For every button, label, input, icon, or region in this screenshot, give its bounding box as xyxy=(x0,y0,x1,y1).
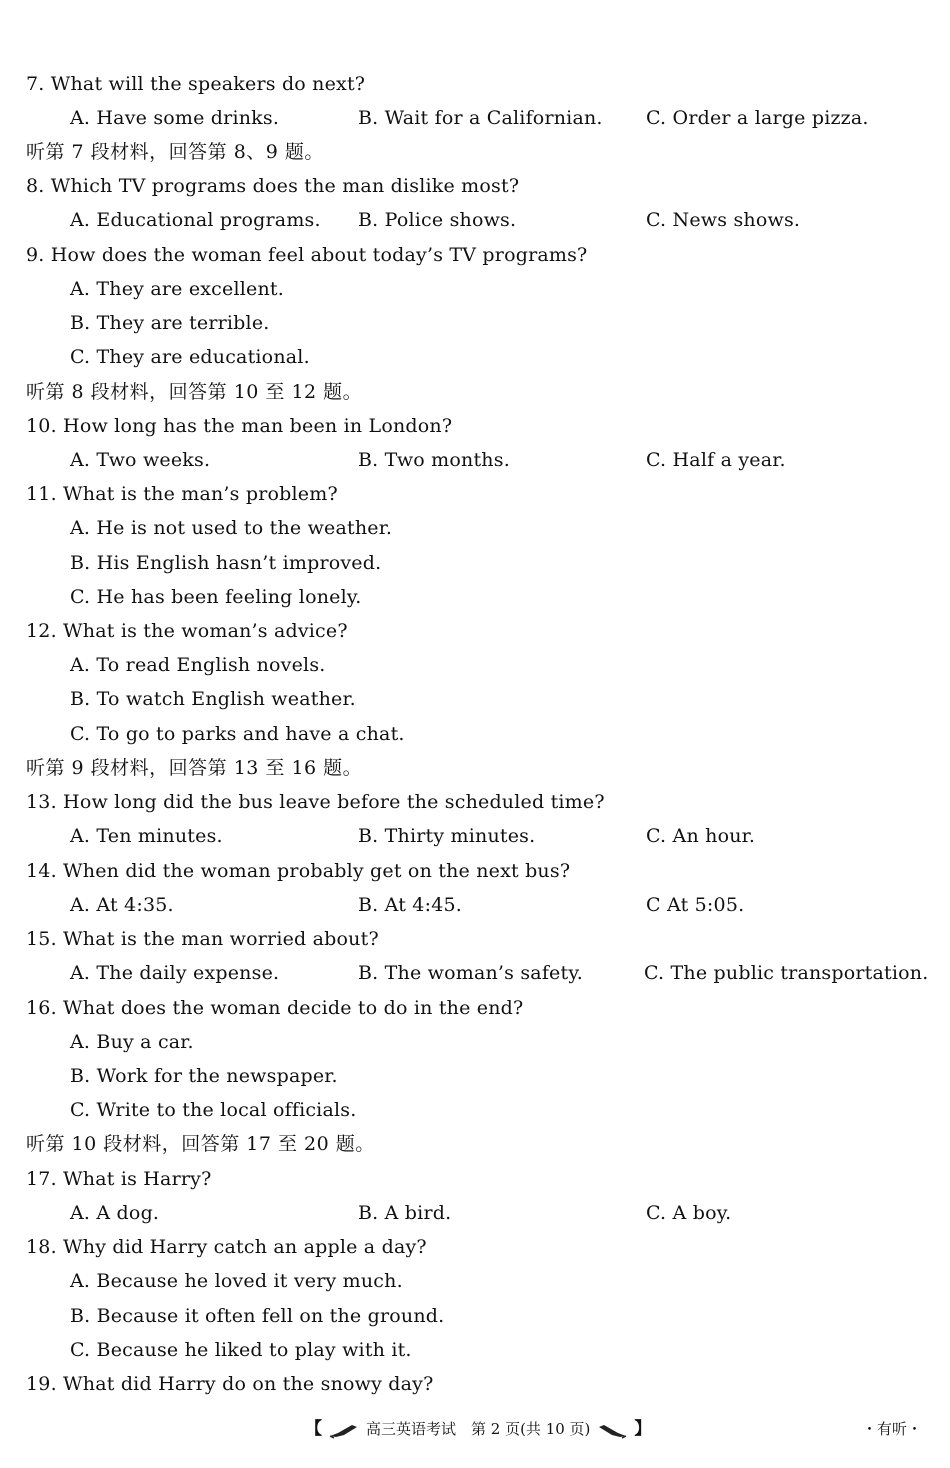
option: A. Because he loved it very much. xyxy=(70,1270,403,1292)
question: 8. Which TV programs does the man dislike most? xyxy=(26,175,520,197)
question: 18. Why did Harry catch an apple a day? xyxy=(26,1236,427,1258)
section-heading: 听第 10 段材料，回答第 17 至 20 题。 xyxy=(26,1133,375,1155)
option: B. His English hasn’t improved. xyxy=(70,552,382,574)
option-c: C. Order a large pizza. xyxy=(646,107,869,129)
option: B. Because it often fell on the ground. xyxy=(70,1305,445,1327)
option-c: C At 5:05. xyxy=(646,894,745,916)
option-b: B. Wait for a Californian. xyxy=(358,107,603,129)
option-a: A. At 4:35. xyxy=(70,894,174,916)
option-b: B. Two months. xyxy=(358,449,510,471)
footer-page-label: 高三英语考试 第 2 页(共 10 页) xyxy=(366,1420,591,1438)
pen-icon xyxy=(596,1420,628,1438)
option-a: A. The daily expense. xyxy=(70,962,280,984)
option-a: A. Two weeks. xyxy=(70,449,211,471)
question: 7. What will the speakers do next? xyxy=(26,73,366,95)
option-b: B. Police shows. xyxy=(358,209,517,231)
option-c: C. A boy. xyxy=(646,1202,732,1224)
section-heading: 听第 8 段材料，回答第 10 至 12 题。 xyxy=(26,381,363,403)
footer-right-bracket: 】 xyxy=(634,1419,652,1439)
question: 17. What is Harry? xyxy=(26,1168,212,1190)
option-b: B. The woman’s safety. xyxy=(358,962,583,984)
question: 10. How long has the man been in London? xyxy=(26,415,453,437)
question: 13. How long did the bus leave before the scheduled time? xyxy=(26,791,605,813)
option-a: A. A dog. xyxy=(70,1202,160,1224)
page-footer xyxy=(0,1414,950,1444)
question: 15. What is the man worried about? xyxy=(26,928,379,950)
option: C. He has been feeling lonely. xyxy=(70,586,362,608)
footer-brand: ・有听・ xyxy=(861,1420,922,1438)
option-c: C. The public transportation. xyxy=(644,962,929,984)
option-c: C. News shows. xyxy=(646,209,801,231)
question: 14. When did the woman probably get on the next bus? xyxy=(26,860,571,882)
section-heading: 听第 7 段材料，回答第 8、9 题。 xyxy=(26,141,324,163)
option: C. Write to the local officials. xyxy=(70,1099,357,1121)
option: C. To go to parks and have a chat. xyxy=(70,723,405,745)
option-a: A. Ten minutes. xyxy=(70,825,223,847)
question: 19. What did Harry do on the snowy day? xyxy=(26,1373,434,1395)
option: A. They are excellent. xyxy=(70,278,284,300)
option-c: C. Half a year. xyxy=(646,449,786,471)
option: A. Buy a car. xyxy=(70,1031,194,1053)
option: C. They are educational. xyxy=(70,346,310,368)
question: 9. How does the woman feel about today’s TV programs? xyxy=(26,244,588,266)
option: B. To watch English weather. xyxy=(70,688,356,710)
option: A. To read English novels. xyxy=(70,654,326,676)
question: 11. What is the man’s problem? xyxy=(26,483,338,505)
question: 12. What is the woman’s advice? xyxy=(26,620,348,642)
option-a: A. Educational programs. xyxy=(70,209,321,231)
option: C. Because he liked to play with it. xyxy=(70,1339,412,1361)
option-a: A. Have some drinks. xyxy=(70,107,280,129)
option-c: C. An hour. xyxy=(646,825,756,847)
option-b: B. Thirty minutes. xyxy=(358,825,536,847)
question: 16. What does the woman decide to do in the end? xyxy=(26,997,524,1019)
footer-left-bracket: 【 xyxy=(305,1419,322,1439)
section-heading: 听第 9 段材料，回答第 13 至 16 题。 xyxy=(26,757,363,779)
pen-icon xyxy=(328,1420,360,1438)
option-b: B. A bird. xyxy=(358,1202,452,1224)
option-b: B. At 4:45. xyxy=(358,894,463,916)
option: B. Work for the newspaper. xyxy=(70,1065,338,1087)
option: A. He is not used to the weather. xyxy=(70,517,393,539)
option: B. They are terrible. xyxy=(70,312,270,334)
footer-center xyxy=(305,1414,651,1444)
